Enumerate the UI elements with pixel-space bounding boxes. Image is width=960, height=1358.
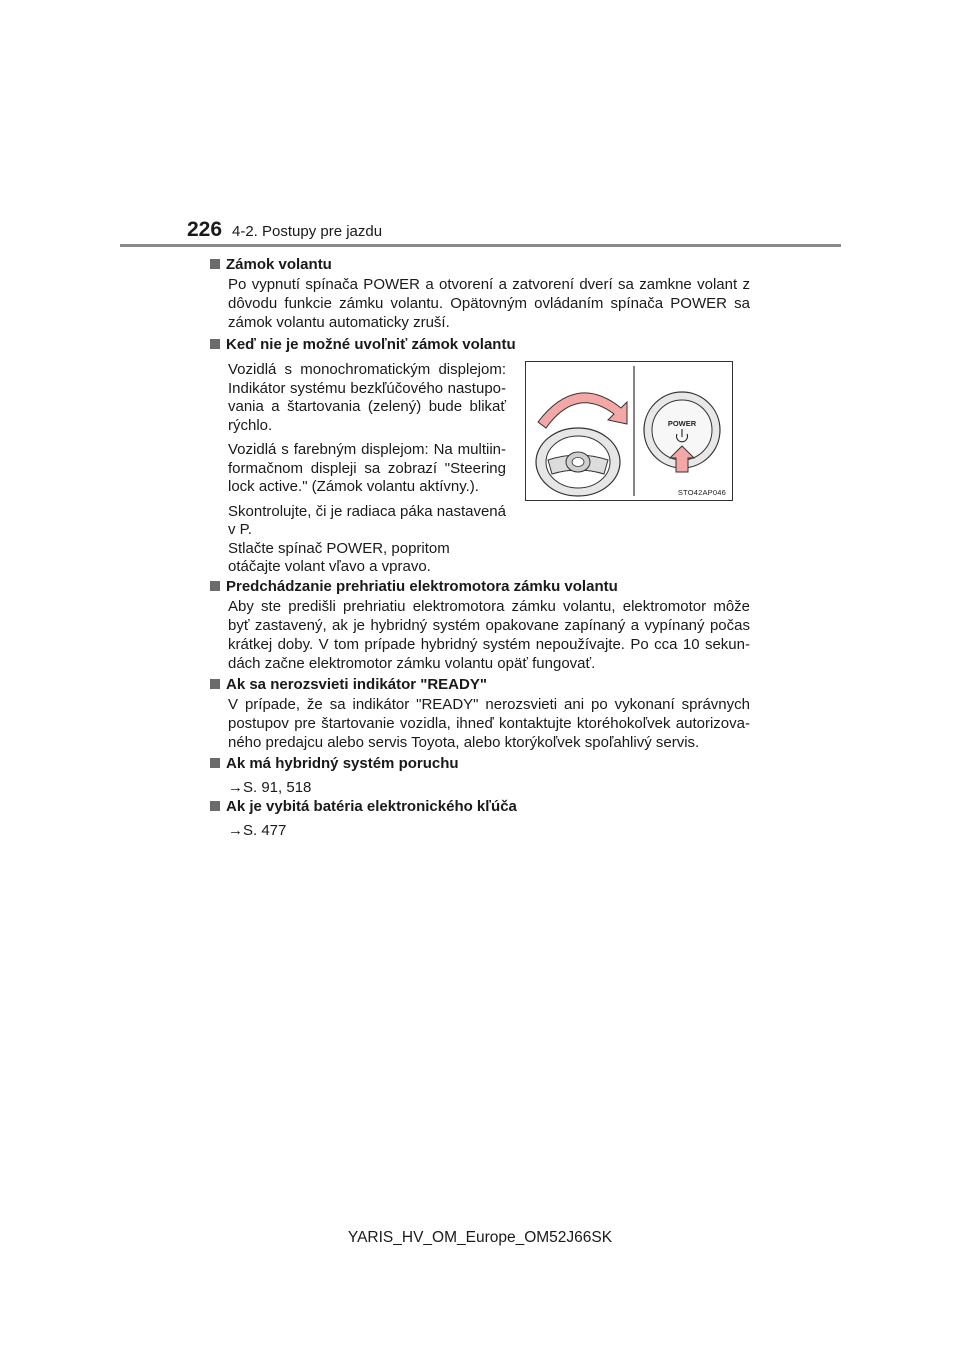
paragraph: Stlačte spínač POWER, popritom otáčajte volant vľavo a vpravo. bbox=[228, 539, 450, 575]
section-title: 4-2. Postupy pre jazdu bbox=[232, 223, 383, 240]
power-button-label: POWER bbox=[667, 419, 697, 428]
square-bullet-icon bbox=[210, 339, 220, 349]
section-heading: Keď nie je možné uvoľniť zámok volantu bbox=[226, 336, 516, 353]
steering-power-figure bbox=[525, 361, 733, 501]
section-heading: Ak má hybridný systém poruchu bbox=[226, 755, 459, 772]
section-heading: Ak je vybitá batéria elektronického kľúča bbox=[226, 798, 517, 815]
document-footer: YARIS_HV_OM_Europe_OM52J66SK bbox=[347, 1229, 613, 1246]
section-text: Po vypnutí spínača POWER a otvorení a zatvorení dverí sa zamkne volant z dôvodu funkcie zámku volantu. Opätovným ovládaním spínača POWER sa zámok volantu automaticky zruší. bbox=[228, 276, 750, 331]
page-reference: →S. 477 bbox=[228, 822, 287, 839]
section-heading: Predchádzanie prehriatiu elektromotora zámku volantu bbox=[226, 578, 618, 595]
header-rule bbox=[120, 244, 841, 247]
section-key-battery bbox=[210, 797, 750, 840]
paragraph: Vozidlá s monochromatickým displejom: Indikátor systému bezkľúčového nastupo-vania a štartovania (zelený) bude blikať rýchlo. bbox=[228, 361, 506, 434]
paragraph: Vozidlá s farebným displejom: Na multiin-formačnom displeji sa zobrazí "Steering lock active." (Zámok volantu aktívny.). bbox=[228, 441, 506, 495]
page-reference: →S. 91, 518 bbox=[228, 779, 312, 796]
figure-code: STO42AP046 bbox=[677, 488, 726, 497]
section-heading: Ak sa nerozsvieti indikátor "READY" bbox=[226, 676, 487, 693]
paragraph: Skontrolujte, či je radiaca páka nastavená v P. bbox=[228, 502, 506, 538]
square-bullet-icon bbox=[210, 679, 220, 689]
section-heading: Zámok volantu bbox=[226, 256, 332, 273]
section-text: Aby ste predišli prehriatiu elektromotora zámku volantu, elektromotor môže byť zastavený, ak je hybridný systém opakovane zapínaný a vypínaný počas krátkej doby. V tom prípade hybridný systém nepoužívajte. Po cca 10 sekun-dách začne elektromotor zámku volantu opäť fungovať. bbox=[228, 598, 750, 672]
section-ready bbox=[210, 675, 750, 758]
section-hybrid-fault bbox=[210, 754, 750, 797]
square-bullet-icon bbox=[210, 801, 220, 811]
section-overheat bbox=[210, 577, 750, 679]
square-bullet-icon bbox=[210, 259, 220, 269]
section-lock-release bbox=[210, 335, 750, 355]
section-text: V prípade, že sa indikátor "READY" nerozsvieti ani po vykonaní správnych postupov pre štartovanie vozidla, ihneď kontaktujte ktoréhokoľvek autorizova-ného predajcu alebo servis Toyota, alebo ktorýkoľvek spoľahlivý servis. bbox=[228, 696, 750, 751]
square-bullet-icon bbox=[210, 581, 220, 591]
square-bullet-icon bbox=[210, 758, 220, 768]
page-number: 226 bbox=[187, 218, 223, 241]
steering-wheel-illustration bbox=[526, 362, 732, 500]
lock-release-text bbox=[228, 361, 506, 583]
rotate-arrow-icon bbox=[538, 393, 627, 428]
section-steering-lock bbox=[210, 255, 750, 338]
